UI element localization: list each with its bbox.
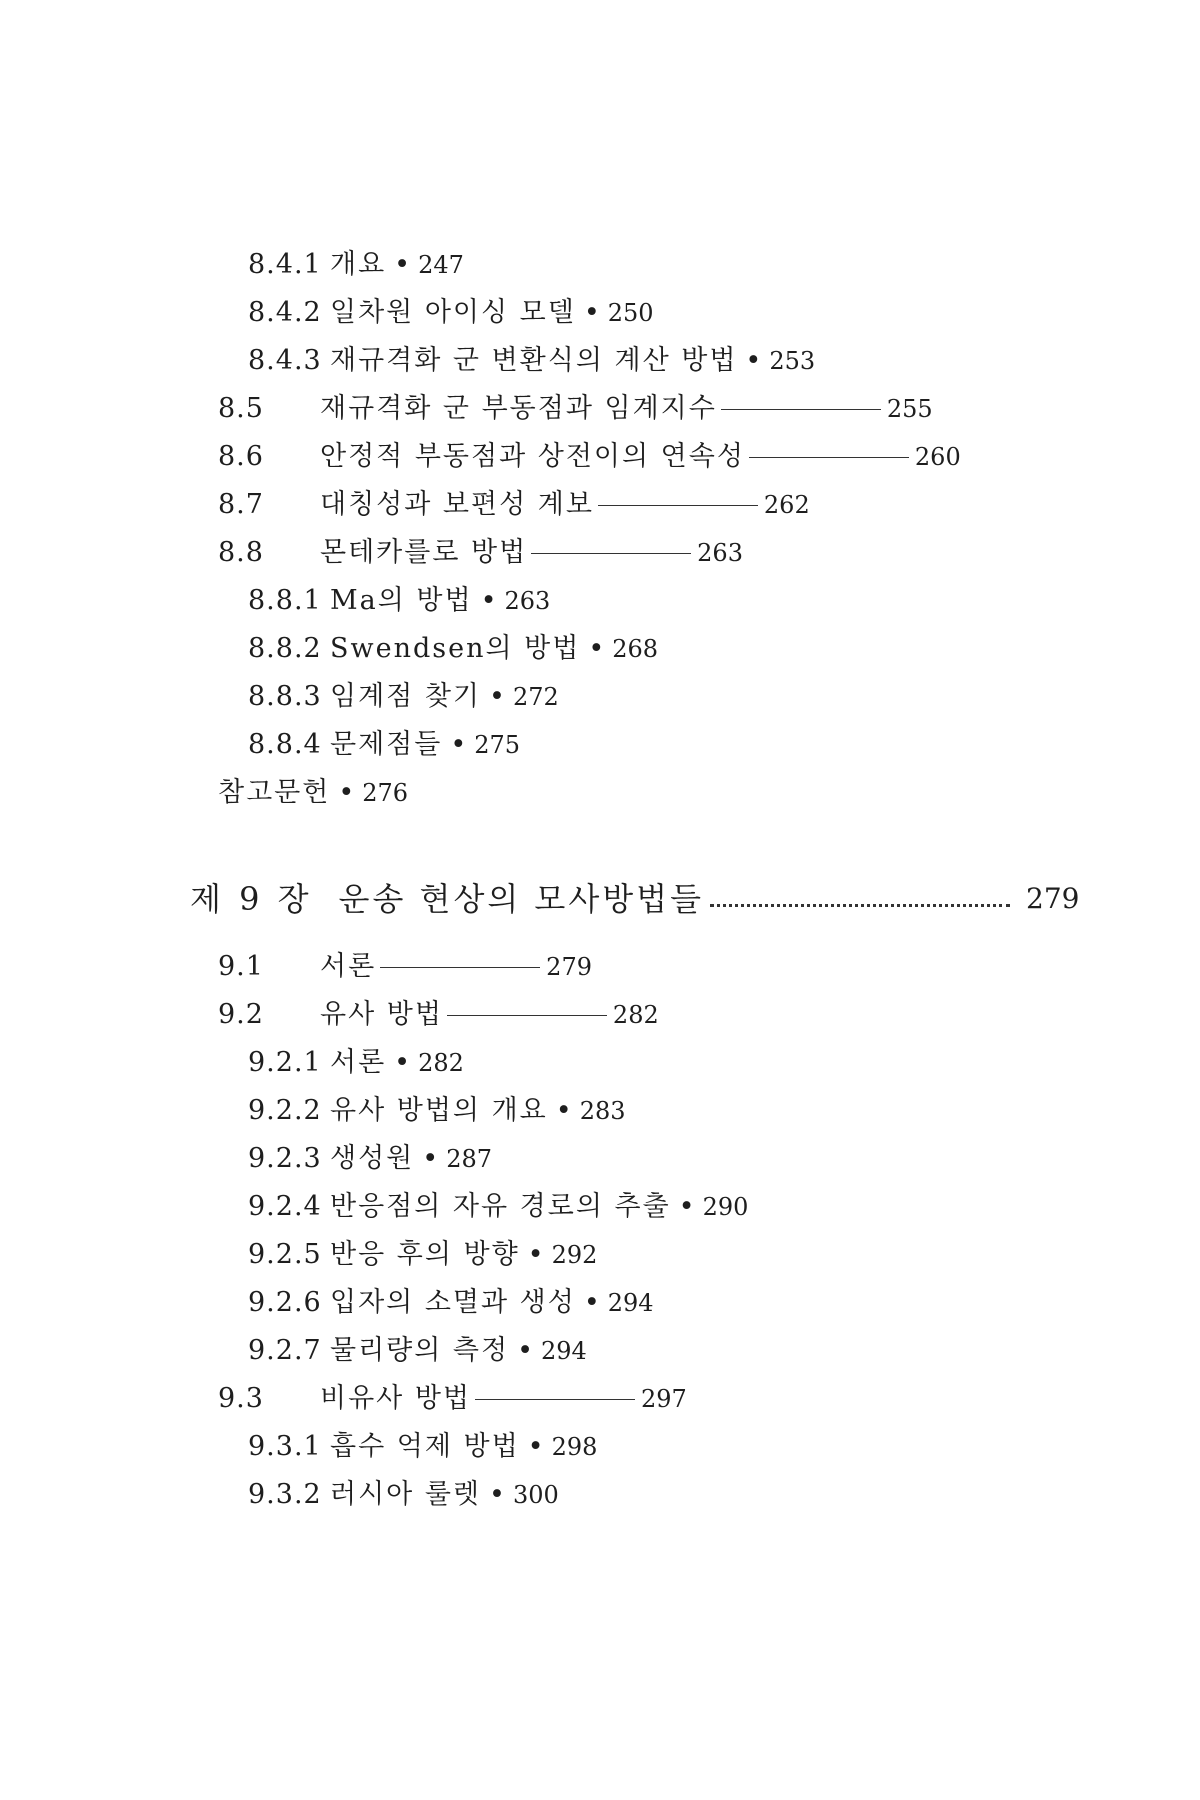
toc-entry-8-7 [218,484,810,526]
toc-leader-line [475,1399,635,1400]
toc-leader-line [598,505,758,506]
toc-entry-8-5 [218,388,933,430]
toc-entry-9-3-2: 9.3.2 러시아 룰렛 • 300 [248,1474,559,1516]
toc-number: 8.4.3 [248,345,322,376]
toc-chapter-9 [190,874,1080,924]
toc-title: 러시아 룰렛 [330,1479,481,1510]
toc-page-number: 276 [362,779,409,807]
toc-title: 개요 [330,249,387,280]
toc-number: 9.2.2 [248,1095,322,1126]
toc-title: 서론 [320,951,377,982]
toc-number: 8.5 [218,393,264,424]
toc-entry-9-3 [218,1378,687,1420]
toc-number: 9.3.2 [248,1479,322,1510]
toc-page-number: 272 [512,683,559,711]
toc-page-number: 263 [697,539,743,567]
toc-title: 유사 방법의 개요 [330,1095,548,1126]
toc-title: 재규격화 군 변환식의 계산 방법 [330,345,738,376]
toc-title: 임계점 찾기 [330,681,481,712]
toc-title: 물리량의 측정 [330,1335,510,1366]
toc-title: 몬테카를로 방법 [320,537,528,568]
toc-page-number: 294 [541,1337,587,1365]
toc-title: Swendsen의 방법 [330,633,581,664]
toc-page-number: 283 [579,1097,626,1125]
toc-title: 안정적 부동점과 상전이의 연속성 [320,441,745,472]
toc-entry-8-8-1: 8.8.1 Ma의 방법 • 263 [248,580,550,622]
toc-entry-9-2-4: 9.2.4 반응점의 자유 경로의 추출 • 290 [248,1186,748,1228]
toc-page-number: 300 [512,1481,559,1509]
toc-number: 8.8.3 [248,681,322,712]
toc-number: 9.2.4 [248,1191,322,1222]
toc-page-number: 247 [418,251,464,279]
toc-page-number: 290 [702,1193,749,1221]
chapter-label: 제 9 장 [190,880,313,918]
toc-title: 입자의 소멸과 생성 [330,1287,576,1318]
toc-page-number: 262 [763,491,810,519]
toc-page-number: 253 [769,347,816,375]
toc-leader-line [721,409,881,410]
toc-entry-9-2-3: 9.2.3 생성원 • 287 [248,1138,492,1180]
toc-entry-9-2-2: 9.2.2 유사 방법의 개요 • 283 [248,1090,626,1132]
toc-number: 9.2.1 [248,1047,322,1078]
toc-title: 일차원 아이싱 모델 [330,297,576,328]
toc-title: Ma의 방법 [330,585,473,616]
toc-number: 9.2.6 [248,1287,322,1318]
toc-dot-leader [710,904,1010,907]
toc-number: 9.3.1 [248,1431,322,1462]
toc-entry-8-8 [218,532,743,574]
toc-number: 8.4.2 [248,297,322,328]
toc-title: 재규격화 군 부동점과 임계지수 [320,393,717,424]
toc-leader-line [447,1015,607,1016]
toc-title: 문제점들 [330,729,443,760]
toc-entry-9-2 [218,994,659,1036]
toc-page-number: 268 [612,635,659,663]
toc-entry-9-3-1: 9.3.1 흡수 억제 방법 • 298 [248,1426,597,1468]
toc-page-number: 279 [546,953,592,981]
toc-number: 8.6 [218,441,264,472]
toc-entry-8-8-4: 8.8.4 문제점들 • 275 [248,724,520,766]
toc-leader-line [380,967,540,968]
toc-title: 흡수 억제 방법 [330,1431,520,1462]
toc-entry-8-4-2: 8.4.2 일차원 아이싱 모델 • 250 [248,292,654,334]
toc-leader-line [531,553,691,554]
toc-title: 서론 [330,1047,387,1078]
toc-title: 비유사 방법 [320,1383,471,1414]
toc-number: 8.7 [218,489,264,520]
toc-page-number: 282 [418,1049,464,1077]
toc-page-number: 292 [551,1241,598,1269]
toc-entry-9-2-5: 9.2.5 반응 후의 방향 • 292 [248,1234,597,1276]
chapter-title: 운송 현상의 모사방법들 [338,880,704,918]
toc-number: 9.2 [218,999,264,1030]
toc-page-number: 275 [474,731,521,759]
toc-title: 반응 후의 방향 [330,1239,520,1270]
toc-number: 8.4.1 [248,249,322,280]
toc-title: 생성원 [330,1143,415,1174]
toc-entry-9-1 [218,946,592,988]
toc-title: 유사 방법 [320,999,443,1030]
toc-number: 9.1 [218,951,264,982]
toc-page-number: 255 [886,395,933,423]
toc-number: 9.2.3 [248,1143,322,1174]
toc-page-number: 294 [607,1289,654,1317]
toc-entry-8-4-3: 8.4.3 재규격화 군 변환식의 계산 방법 • 253 [248,340,815,382]
toc-page-number: 263 [504,587,551,615]
toc-page-number: 287 [446,1145,492,1173]
toc-entry-references: 참고문헌 • 276 [218,777,409,808]
toc-number: 8.8.2 [248,633,322,664]
toc-entry-9-2-6: 9.2.6 입자의 소멸과 생성 • 294 [248,1282,654,1324]
toc-page-number: 297 [641,1385,687,1413]
toc-entry-8-4-1: 8.4.1 개요 • 247 [248,244,464,286]
toc-number: 8.8.1 [248,585,322,616]
toc-entry-9-2-7: 9.2.7 물리량의 측정 • 294 [248,1330,587,1372]
toc-number: 9.3 [218,1383,264,1414]
toc-page-number: 298 [551,1433,598,1461]
toc-entry-9-2-1: 9.2.1 서론 • 282 [248,1042,464,1084]
toc-number: 8.8 [218,537,264,568]
toc-title: 대칭성과 보편성 계보 [320,489,594,520]
toc-number: 9.2.7 [248,1335,322,1366]
toc-title: 참고문헌 [218,777,331,808]
toc-number: 8.8.4 [248,729,322,760]
toc-page-number: 282 [612,1001,659,1029]
toc-page-number: 250 [607,299,654,327]
toc-title: 반응점의 자유 경로의 추출 [330,1191,671,1222]
toc-entry-8-8-3: 8.8.3 임계점 찾기 • 272 [248,676,559,718]
toc-entry-8-8-2: 8.8.2 Swendsen의 방법 • 268 [248,628,658,670]
toc-number: 9.2.5 [248,1239,322,1270]
chapter-page-number: 279 [1026,882,1080,915]
toc-page-number: 260 [914,443,961,471]
toc-entry-8-6 [218,436,961,478]
toc-leader-line [749,457,909,458]
